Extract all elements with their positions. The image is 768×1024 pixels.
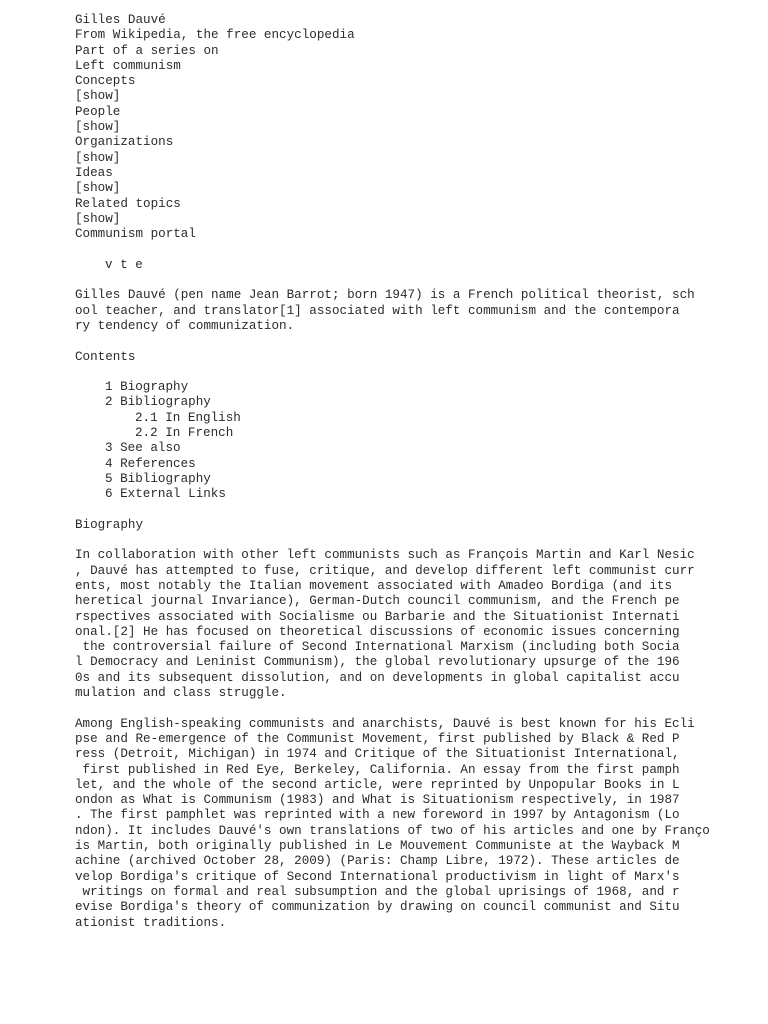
contents-heading: Contents [75,349,136,364]
toc-item[interactable]: 2 Bibliography [105,395,211,410]
text-line: ents, most notably the Italian movement associated with Amadeo Bordiga (and its [75,578,673,593]
text-line: l Democracy and Leninist Communism), the global revolutionary upsurge of the 196 [75,655,680,670]
biography-paragraph-2 [75,717,755,931]
show-toggle-organizations[interactable]: [show] [75,150,121,165]
intro-paragraph [75,288,755,334]
series-intro: Part of a series on [75,43,219,58]
show-toggle-concepts[interactable]: [show] [75,89,121,104]
series-name-link[interactable]: Left communism [75,58,181,73]
text-line: Among English-speaking communists and anarchists, Dauvé is best known for his Ecli [75,716,695,731]
article-page [75,13,755,931]
text-line: 0s and its subsequent dissolution, and on developments in global capitalist accu [75,670,680,685]
text-line: ondon as What is Communism (1983) and What is Situationism respectively, in 1987 [75,793,680,808]
biography-paragraph-1 [75,548,755,701]
toc-subitem[interactable]: 2.1 In English [135,410,241,425]
series-sidebar [75,44,755,273]
group-label-organizations: Organizations [75,135,174,150]
vte-links[interactable]: v t e [105,257,143,272]
text-line: let, and the whole of the second article, were reprinted by Unpopular Books in L [75,777,680,792]
toc-item[interactable]: 5 Bibliography [105,471,211,486]
group-label-concepts: Concepts [75,74,136,89]
table-of-contents [75,380,755,502]
show-toggle-people[interactable]: [show] [75,120,121,135]
text-line: ationist traditions. [75,915,227,930]
article-title: Gilles Dauvé [75,13,166,27]
toc-subitem[interactable]: 2.2 In French [135,426,234,441]
show-toggle-ideas[interactable]: [show] [75,181,121,196]
text-line: writings on formal and real subsumption and the global uprisings of 1968, and r [75,884,680,899]
text-line: mulation and class struggle. [75,686,287,701]
text-line: first published in Red Eye, Berkeley, California. An essay from the first pamph [75,762,680,777]
text-line: rspectives associated with Socialisme ou Barbarie and the Situationist Internati [75,609,680,624]
text-line: velop Bordiga's critique of Second International productivism in light of Marx's [75,869,680,884]
text-line: is Martin, both originally published in Le Mouvement Communiste at the Wayback M [75,839,680,854]
text-line: onal.[2] He has focused on theoretical discussions of economic issues concerning [75,624,680,639]
communism-portal-link[interactable]: Communism portal [75,227,196,242]
text-line: , Dauvé has attempted to fuse, critique, and develop different left communist curr [75,563,695,578]
intro-line: ool teacher, and translator[1] associated with left communism and the contempora [75,303,680,318]
text-line: ndon). It includes Dauvé's own translations of two of his articles and one by Franço [75,823,710,838]
text-line: ress (Detroit, Michigan) in 1974 and Critique of the Situationist International, [75,747,680,762]
toc-item[interactable]: 4 References [105,456,196,471]
text-line: heretical journal Invariance), German-Dutch council communism, and the French pe [75,594,680,609]
text-line: pse and Re-emergence of the Communist Movement, first published by Black & Red P [75,731,680,746]
group-label-people: People [75,104,121,119]
group-label-related-topics: Related topics [75,196,181,211]
text-line: achine (archived October 28, 2009) (Paris: Champ Libre, 1972). These articles de [75,854,680,869]
text-line: In collaboration with other left communists such as François Martin and Karl Nesic [75,548,695,563]
intro-line: ry tendency of communization. [75,318,295,333]
text-line: evise Bordiga's theory of communization by drawing on council communist and Situ [75,900,680,915]
toc-item[interactable]: 1 Biography [105,380,189,395]
show-toggle-related-topics[interactable]: [show] [75,211,121,226]
intro-line: Gilles Dauvé (pen name Jean Barrot; born 1947) is a French political theorist, sch [75,288,695,303]
biography-heading: Biography [75,517,144,532]
text-line: the controversial failure of Second International Marxism (including both Socia [75,640,680,655]
toc-item[interactable]: 6 External Links [105,487,226,502]
article-source: From Wikipedia, the free encyclopedia [75,28,355,43]
text-line: . The first pamphlet was reprinted with a new foreword in 1997 by Antagonism (Lo [75,808,680,823]
toc-item[interactable]: 3 See also [105,441,181,456]
group-label-ideas: Ideas [75,165,113,180]
